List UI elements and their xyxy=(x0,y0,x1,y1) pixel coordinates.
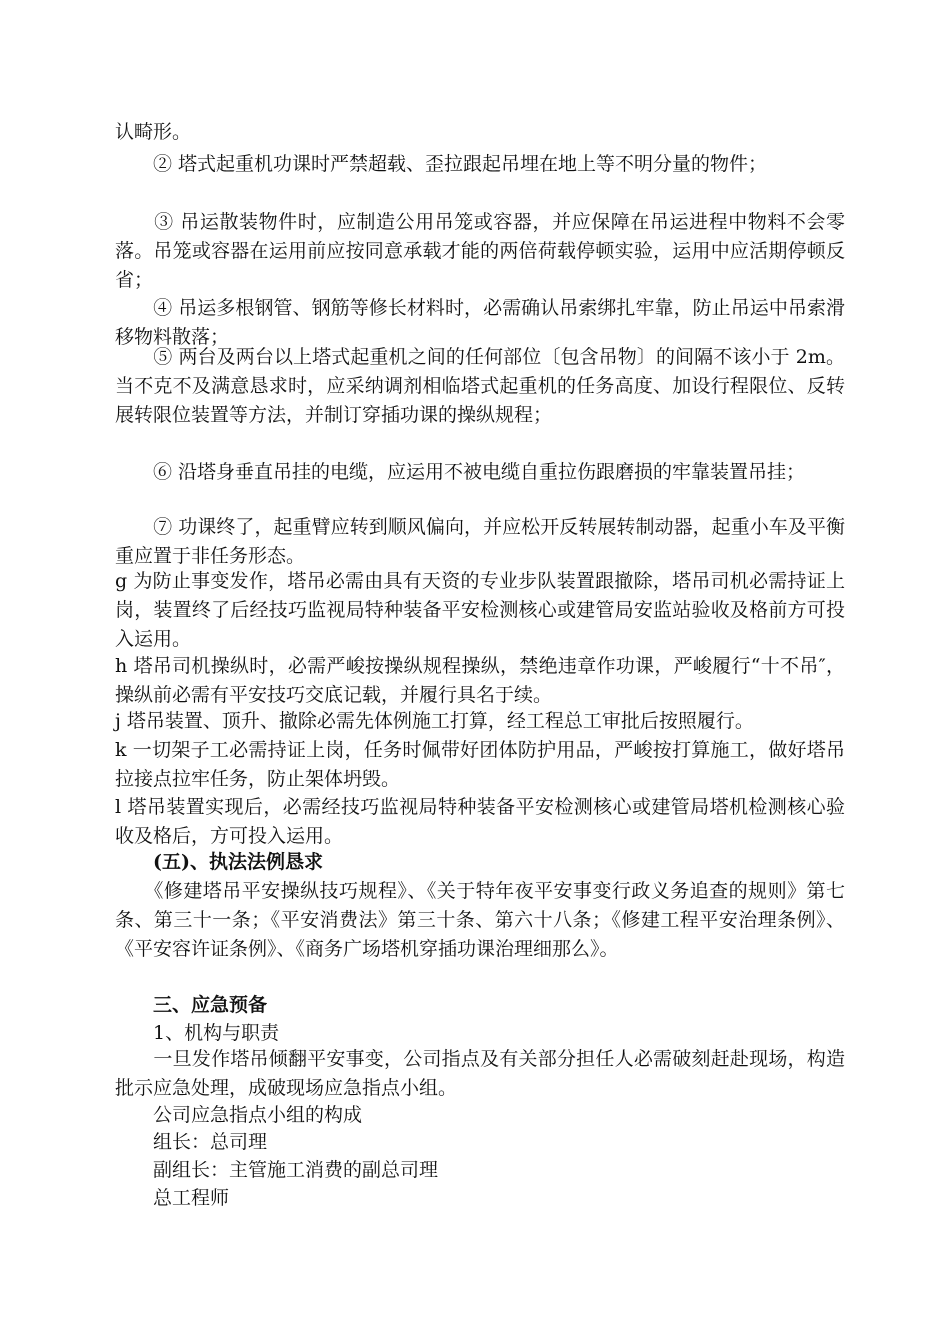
paragraph-continuation: 认畸形。 xyxy=(115,121,192,143)
paragraph-item-4: ④ 吊运多根钢管、钢筋等修长材料时，必需确认吊索绑扎牢靠，防止吊运中吊索滑移物料散落； xyxy=(115,297,845,348)
paragraph-regulations: 《修建塔吊平安操纵技巧规程》、《关于特年夜平安事变行政义务追查的规则》第七条、第三十一条；《平安消费法》第三十条、第六十八条；《修建工程平安治理条例》、《平安容许证条例》、《商务广场塔机穿插功课治理细那么》。 xyxy=(115,880,845,960)
paragraph-emergency-response: 一旦发作塔吊倾翻平安事变，公司指点及有关部分担任人必需破刻赶赴现场，构造批示应急处理，成破现场应急指点小组。 xyxy=(115,1048,845,1099)
section-heading-emergency: 三、应急预备 xyxy=(115,994,268,1016)
paragraph-g: g 为防止事变发作，塔吊必需由具有天资的专业步队装置跟撤除，塔吊司机必需持证上岗，装置终了后经技巧监视局特种装备平安检测核心或建管局安监站验收及格前方可投入运用。 xyxy=(115,570,845,650)
paragraph-deputy-leader: 副组长：主管施工消费的副总司理 xyxy=(115,1159,439,1181)
paragraph-item-2: ② 塔式起重机功课时严禁超载、歪拉跟起吊埋在地上等不明分量的物件； xyxy=(115,153,768,175)
paragraph-group-leader: 组长：总司理 xyxy=(115,1131,268,1153)
paragraph-l: l 塔吊装置实现后，必需经技巧监视局特种装备平安检测核心或建管局塔机检测核心验收及格后，方可投入运用。 xyxy=(115,796,845,847)
paragraph-group-composition: 公司应急指点小组的构成 xyxy=(115,1104,363,1126)
subheading-organization: 1、机构与职责 xyxy=(115,1022,280,1044)
paragraph-item-3: ③ 吊运散装物件时，应制造公用吊笼或容器，并应保障在吊运进程中物料不会零落。吊笼或容器在运用前应按同意承载才能的两倍荷载停顿实验，运用中应活期停顿反省； xyxy=(115,211,845,291)
paragraph-chief-engineer: 总工程师 xyxy=(115,1187,230,1209)
paragraph-j: j 塔吊装置、顶升、撤除必需先体例施工打算，经工程总工审批后按照履行。 xyxy=(115,710,754,732)
paragraph-k: k 一切架子工必需持证上岗，任务时佩带好团体防护用品，严峻按打算施工，做好塔吊拉接点拉牢任务，防止架体坍毁。 xyxy=(115,739,845,790)
paragraph-item-5: ⑤ 两台及两台以上塔式起重机之间的任何部位〔包含吊物〕的间隔不该小于 2m。当不克不及满意恳求时，应采纳调剂相临塔式起重机的任务高度、加设行程限位、反转展转限位装置等方法，并制订穿插功课的操纵规程； xyxy=(115,346,845,426)
paragraph-h: h 塔吊司机操纵时，必需严峻按操纵规程操纵，禁绝违章作功课，严峻履行“十不吊″，操纵前必需有平安技巧交底记载，并履行具名于续。 xyxy=(115,655,845,706)
section-heading-regulations: (五)、执法法例恳求 xyxy=(115,851,323,873)
paragraph-item-7: ⑦ 功课终了，起重臂应转到顺风偏向，并应松开反转展转制动器，起重小车及平衡重应置于非任务形态。 xyxy=(115,516,845,567)
paragraph-item-6: ⑥ 沿塔身垂直吊挂的电缆，应运用不被电缆自重拉伤跟磨损的牢靠装置吊挂； xyxy=(115,461,806,483)
